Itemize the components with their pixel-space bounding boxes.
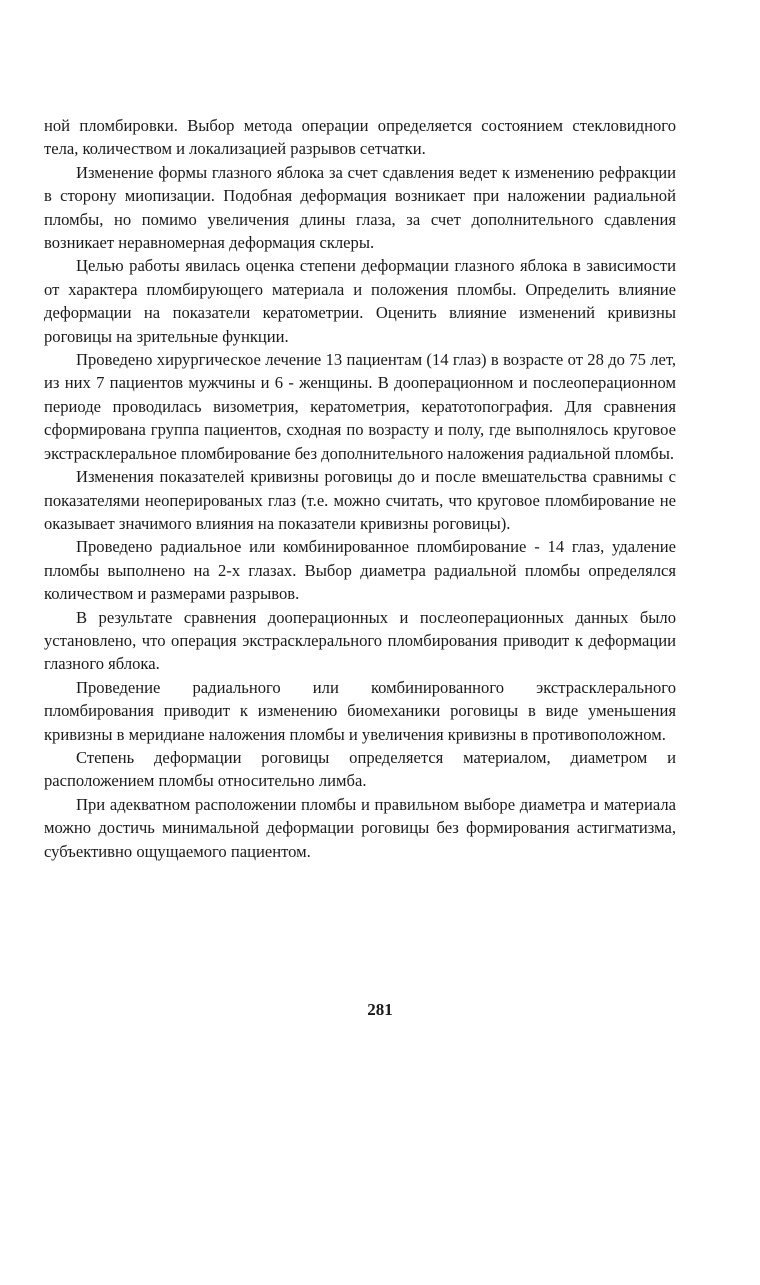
body-text <box>44 114 676 863</box>
paragraph: Проведение радиального или комбинированного экстрасклерального пломбирования приводит к изменению биомеханики роговицы в виде уменьшения кривизны в меридиане наложения пломбы и увеличения кривизны в противоположном. <box>44 677 676 744</box>
paragraph: Изменение формы глазного яблока за счет сдавления ведет к изменению рефракции в сторону миопизации. Подобная деформация возникает при наложении радиальной пломбы, но помимо увеличения длины глаза, за счет дополнительного сдавления возникает неравномерная деформация склеры. <box>44 162 676 253</box>
paragraph-continuation: ной пломбировки. Выбор метода операции определяется состоянием стекловидного тела, количеством и локализацией разрывов сетчатки. <box>44 116 676 159</box>
paragraph: Целью работы явилась оценка степени деформации глазного яблока в зависимости от характера пломбирующего материала и положения пломбы. Определить влияние деформации на показатели кератометрии. Оценить влияние изменений кривизны роговицы на зрительные функции. <box>44 256 676 346</box>
paragraph: Проведено радиальное или комбинированное пломбирование - 14 глаз, удаление пломбы выполнено на 2-х глазах. Выбор диаметра радиальной пломбы определялся количеством и размерами разрывов. <box>44 537 676 604</box>
paragraph: При адекватном расположении пломбы и правильном выборе диаметра и материала можно достичь минимальной деформации роговицы без формирования астигматизма, субъективно ощущаемого пациентом. <box>44 794 676 861</box>
paragraph: Проведено хирургическое лечение 13 пациентам (14 глаз) в возрасте от 28 до 75 лет, из них 7 пациентов мужчины и 6 - женщины. В дооперационном и послеоперационном периоде проводилась визометрия, кератометрия, кератотопография. Для сравнения сформирована группа пациентов, сходная по возрасту и полу, где выполнялось круговое экстрасклеральное пломбирование без дополнительного наложения радиальной пломбы. <box>44 350 676 463</box>
paragraph: Степень деформации роговицы определяется материалом, диаметром и расположением пломбы относительно лимба. <box>44 747 676 791</box>
paragraph: Изменения показателей кривизны роговицы до и после вмешательства сравнимы с показателями неоперированых глаз (т.е. можно считать, что круговое пломбирование не оказывает значимого влияния на показатели кривизны роговицы). <box>44 467 676 533</box>
page-number: 281 <box>367 1000 393 1019</box>
paragraph: В результате сравнения дооперационных и послеоперационных данных было установлено, что операция экстрасклерального пломбирования приводит к деформации глазного яблока. <box>44 607 676 674</box>
